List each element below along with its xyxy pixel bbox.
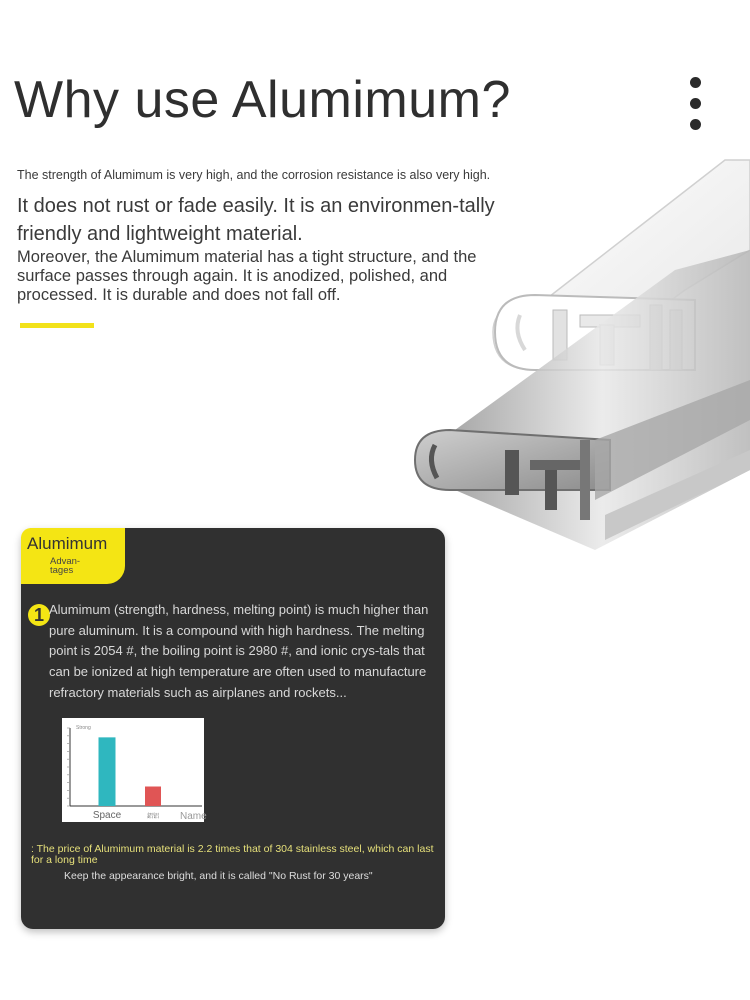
dot-icon [690, 98, 701, 109]
strength-chart [62, 718, 207, 822]
x-axis-label: Name [180, 811, 207, 822]
no-rust-footnote: Keep the appearance bright, and it is called "No Rust for 30 years" [64, 870, 373, 882]
dot-icon [690, 77, 701, 88]
accent-bar [20, 323, 94, 328]
x-tick-label: 鋁铝 [146, 814, 160, 820]
bar-1 [145, 787, 161, 807]
page-title: Why use Alumimum? [14, 71, 511, 129]
intro-mid-paragraph: Moreover, the Alumimum material has a tight structure, and the surface passes through again. It is anodized, polished, and processed. It is durable and does not fall off. [17, 248, 477, 304]
y-axis-label: Strong [76, 725, 91, 731]
badge-subtitle: Advan-tages [50, 556, 81, 576]
strength-chart-svg [62, 718, 207, 822]
intro-small-line: The strength of Alumimum is very high, and the corrosion resistance is also very high. [17, 168, 491, 182]
advantage-paragraph: Alumimum (strength, hardness, melting point) is much higher than pure aluminum. It is a compound with high hardness. The melting point is 2054 #, the boiling point is 2980 #, and ionic crys-tals that can be ionized at high temperature are often used to manufacture refractory materials such as airplanes and rockets... [49, 602, 429, 700]
advantages-badge [21, 528, 125, 584]
price-footnote: : The price of Alumimum material is 2.2 times that of 304 stainless steel, which can last for a long time [31, 843, 434, 866]
bar-0 [99, 737, 116, 806]
item-number-badge: 1 [28, 604, 50, 626]
badge-title: Alumimum [27, 534, 108, 553]
intro-big-paragraph: It does not rust or fade easily. It is an environmen-tally friendly and lightweight material. [17, 195, 495, 245]
x-tick-label: Space [92, 810, 122, 821]
aluminum-profile-image [395, 120, 750, 570]
